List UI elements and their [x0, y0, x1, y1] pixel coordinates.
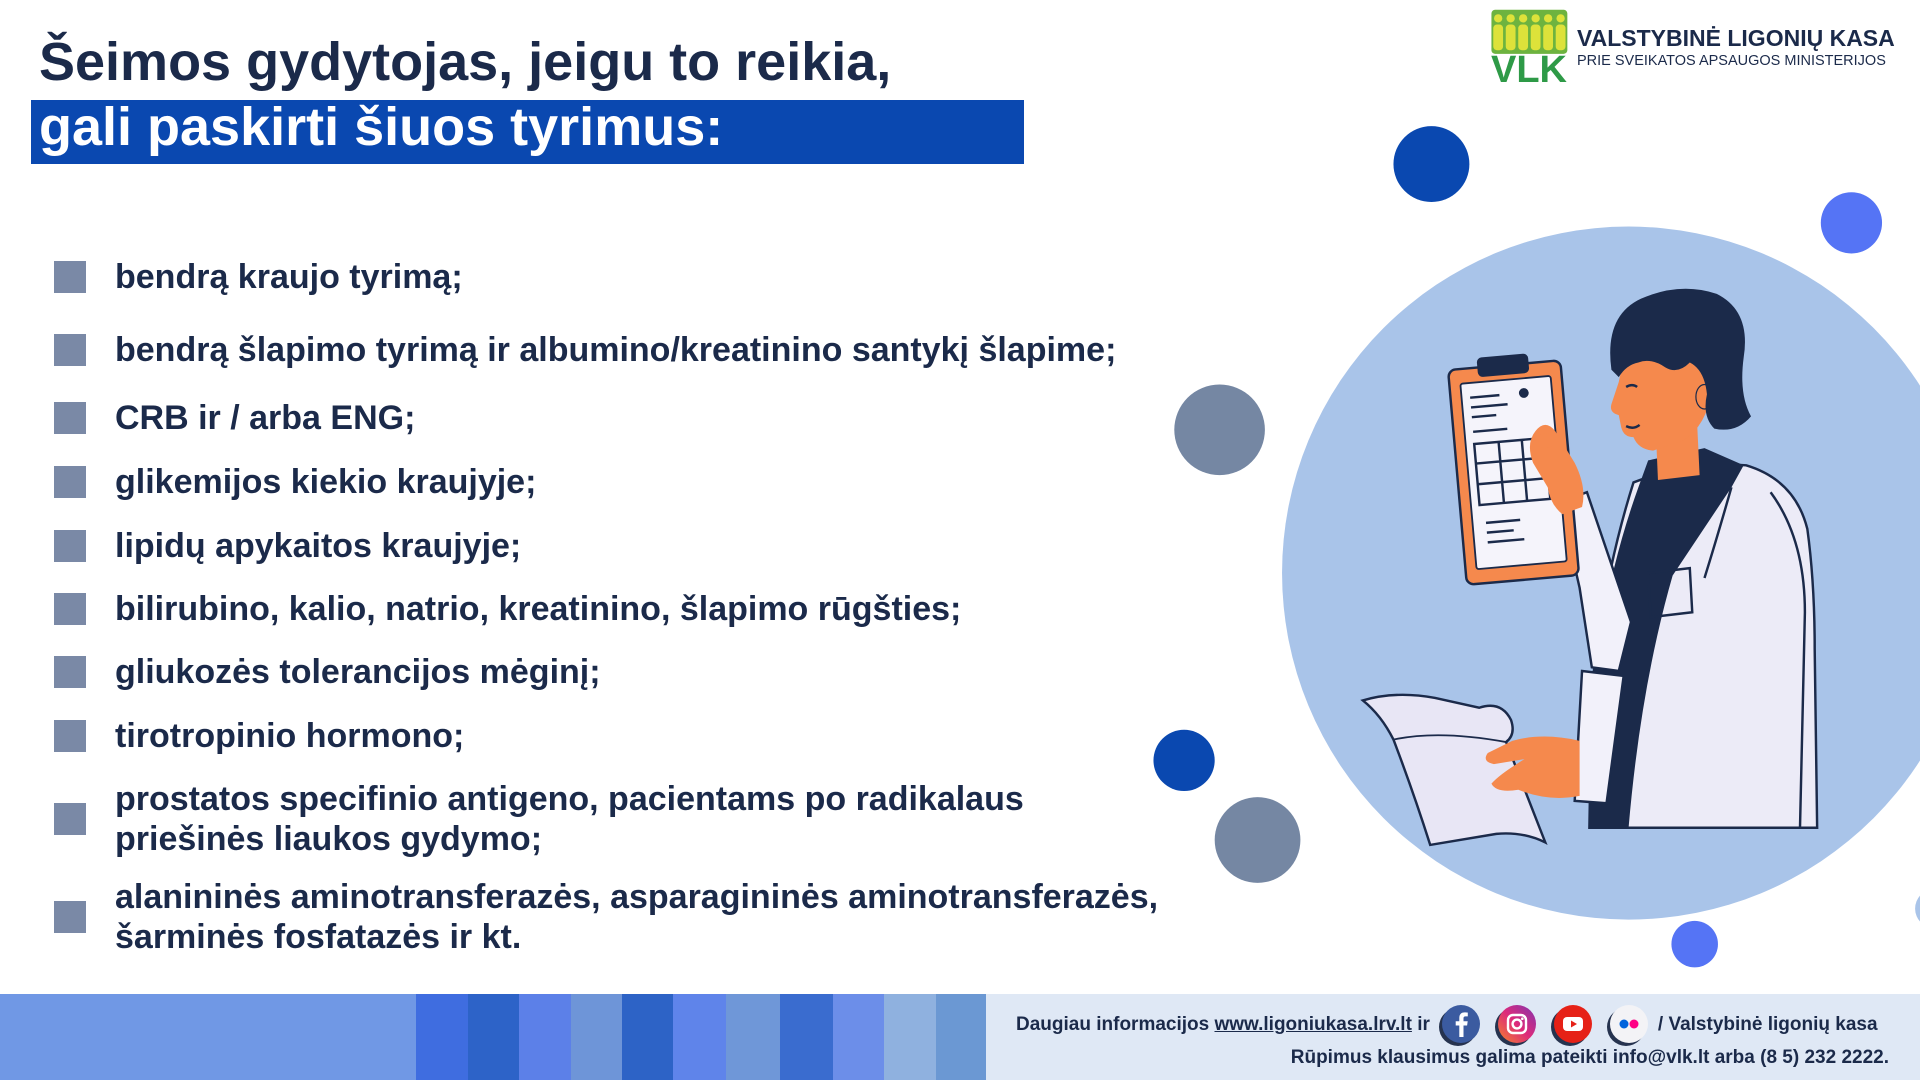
list-item — [54, 398, 415, 438]
list-item-line: prostatos specifinio antigeno, pacientams po radikalaus — [115, 780, 1024, 818]
list-item-text — [115, 716, 464, 756]
square-bullet-icon — [54, 261, 86, 293]
footer-stripe — [884, 994, 936, 1080]
footer-stripe — [936, 994, 986, 1080]
footer-stripe — [622, 994, 673, 1080]
list-item-line: gliukozės tolerancijos mėginį; — [115, 653, 601, 691]
list-item-line: glikemijos kiekio kraujyje; — [115, 463, 537, 501]
footer-stripe — [0, 994, 416, 1080]
decor-circle — [1174, 384, 1265, 475]
facebook-icon[interactable] — [1438, 1003, 1482, 1047]
page-title-highlight-box — [31, 97, 1024, 164]
list-item-line: bilirubino, kalio, natrio, kreatinino, šlapimo rūgšties; — [115, 590, 962, 628]
decor-circle — [1915, 889, 1920, 928]
list-item — [54, 462, 536, 502]
website-link[interactable]: www.ligoniukasa.lrv.lt — [1214, 1014, 1412, 1035]
footer-contact: Rūpimus klausimus galima pateikti info@vlk.lt arba (8 5) 232 2222. — [1290, 1047, 1889, 1068]
list-item-line: bendrą kraujo tyrimą; — [115, 258, 463, 296]
list-item — [54, 877, 1158, 957]
square-bullet-icon — [54, 901, 86, 933]
social-icons — [1438, 1003, 1650, 1047]
square-bullet-icon — [54, 334, 86, 366]
page-title-line-1: Šeimos gydytojas, jeigu to reikia, — [39, 32, 892, 92]
logo-mark-text: VLK — [1491, 49, 1567, 91]
instagram-icon[interactable] — [1494, 1003, 1538, 1047]
footer-stripes — [0, 994, 986, 1080]
list-item-line: lipidų apykaitos kraujyje; — [115, 527, 522, 565]
footer-stripe — [726, 994, 780, 1080]
list-item-text — [115, 779, 1024, 859]
list-item — [54, 779, 1024, 859]
footer-stripe — [519, 994, 571, 1080]
footer-info — [986, 994, 1920, 1080]
footer-stripe — [833, 994, 884, 1080]
square-bullet-icon — [54, 466, 86, 498]
list-item-text — [115, 652, 601, 692]
list-item — [54, 257, 463, 297]
footer-info-connector: ir — [1417, 1014, 1430, 1035]
square-bullet-icon — [54, 720, 86, 752]
square-bullet-icon — [54, 593, 86, 625]
list-item — [54, 330, 1116, 370]
list-item-line: bendrą šlapimo tyrimą ir albumino/kreatinino santykį šlapime; — [115, 331, 1117, 369]
list-item — [54, 652, 601, 692]
list-item-text — [115, 398, 415, 438]
footer-stripe — [468, 994, 519, 1080]
decor-circle — [1393, 126, 1469, 202]
decor-circle — [1671, 921, 1718, 968]
decor-circle — [1215, 797, 1301, 883]
list-item — [54, 589, 961, 629]
list-item — [54, 716, 464, 756]
list-item-text — [115, 877, 1158, 957]
list-item-line: CRB ir / arba ENG; — [115, 399, 416, 437]
footer-stripe — [780, 994, 833, 1080]
square-bullet-icon — [54, 803, 86, 835]
footer-info-text — [1016, 1014, 1430, 1036]
list-item-text — [115, 257, 463, 297]
flickr-icon[interactable] — [1606, 1003, 1650, 1047]
footer-info-prefix: Daugiau informacijos — [1016, 1014, 1210, 1035]
list-item-text — [115, 330, 1116, 370]
decor-circle — [1821, 192, 1882, 253]
square-bullet-icon — [54, 530, 86, 562]
list-item-line: tirotropinio hormono; — [115, 717, 465, 755]
footer-stripe — [571, 994, 622, 1080]
list-item — [54, 526, 521, 566]
logo-name: VALSTYBINĖ LIGONIŲ KASA — [1577, 25, 1895, 51]
list-item-line: alanininės aminotransferazės, asparagininės aminotransferazės, — [115, 878, 1159, 916]
youtube-icon[interactable] — [1550, 1003, 1594, 1047]
list-item-line: šarminės fosfatazės ir kt. — [115, 918, 522, 956]
footer-stripe — [673, 994, 726, 1080]
square-bullet-icon — [54, 656, 86, 688]
vlk-logo-mark — [1491, 10, 1567, 54]
list-item-text — [115, 526, 521, 566]
footer-info-line — [1016, 1003, 1878, 1047]
logo-subtitle: PRIE SVEIKATOS APSAUGOS MINISTERIJOS — [1577, 53, 1886, 69]
list-item-text — [115, 589, 961, 629]
footer-social-label: / Valstybinė ligonių kasa — [1657, 1014, 1878, 1035]
list-item-text — [115, 462, 536, 502]
footer-stripe — [416, 994, 468, 1080]
square-bullet-icon — [54, 402, 86, 434]
footer — [0, 994, 1920, 1080]
list-item-line: priešinės liaukos gydymo; — [115, 820, 543, 858]
page-title-line-2: gali paskirti šiuos tyrimus: — [39, 97, 724, 157]
decor-circle — [1153, 730, 1214, 791]
